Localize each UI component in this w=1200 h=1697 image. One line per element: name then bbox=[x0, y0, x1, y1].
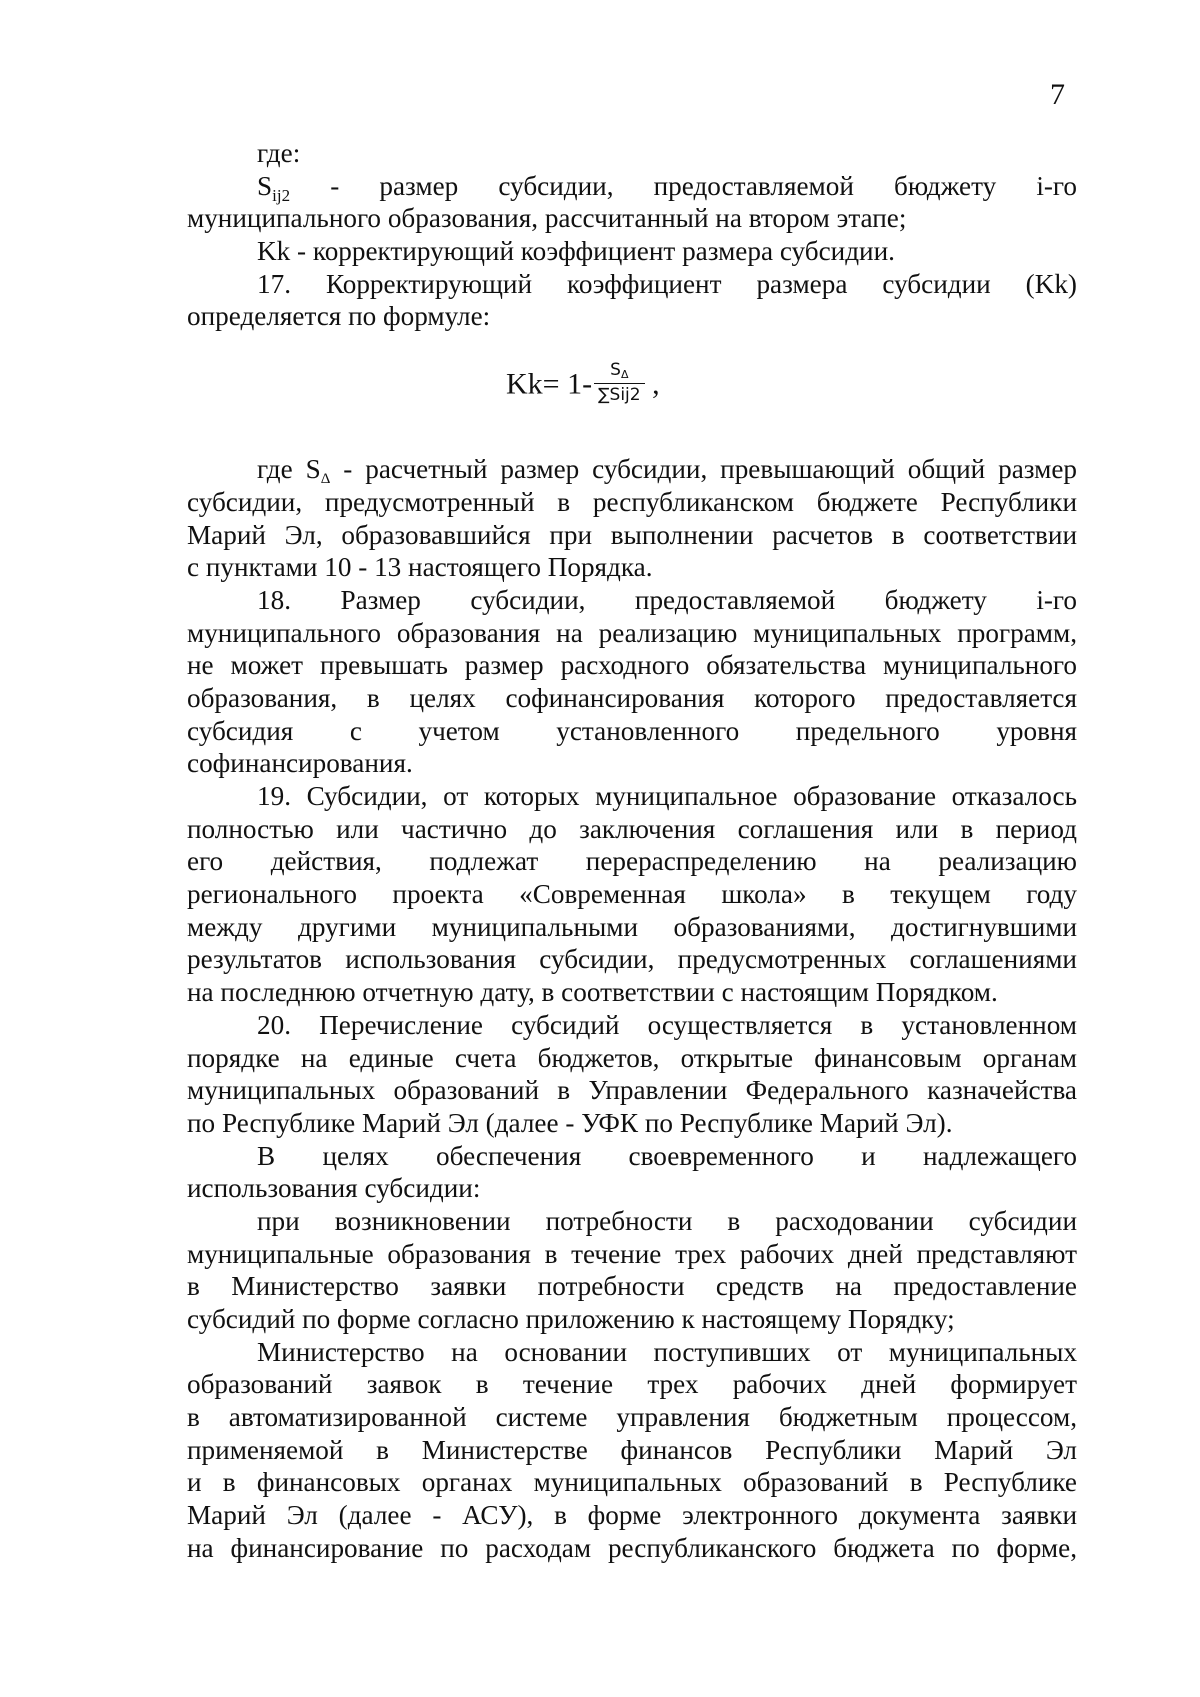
text-fragment: - размер субсидии, предоставляемой бюджету i-го bbox=[330, 170, 1077, 201]
text-line: муниципального образования на реализацию муниципальных программ, bbox=[187, 617, 1077, 648]
formula-fraction bbox=[594, 359, 645, 406]
text-line: на последнюю отчетную дату, в соответствии с настоящим Порядком. bbox=[187, 977, 998, 1008]
text-line: в Министерство заявки потребности средств на предоставление bbox=[187, 1271, 1077, 1302]
text-line: где SΔ - расчетный размер субсидии, превышающий общий размер bbox=[257, 454, 1077, 488]
text-line: субсидия с учетом установленного предельного уровня bbox=[187, 715, 1077, 746]
text-line: не может превышать размер расходного обязательства муниципального bbox=[187, 650, 1077, 681]
text-line: 20. Перечисление субсидий осуществляется в установленном bbox=[257, 1009, 1077, 1040]
text-line: 18. Размер субсидии, предоставляемой бюджету i-го bbox=[257, 584, 1077, 615]
text-line: муниципальных образований в Управлении Федерального казначейства bbox=[187, 1075, 1077, 1106]
symbol-subscript: ij2 bbox=[272, 185, 291, 205]
text-line: Kk - корректирующий коэффициент размера субсидии. bbox=[257, 236, 895, 267]
formula-expression bbox=[506, 360, 660, 410]
symbol-s: S bbox=[257, 170, 273, 201]
text-line: субсидий по форме согласно приложению к настоящему Порядку; bbox=[187, 1304, 955, 1334]
text-line: применяемой в Министерстве финансов Республики Марий Эл bbox=[187, 1434, 1077, 1465]
formula-trail: , bbox=[644, 367, 660, 401]
text-line: при возникновении потребности в расходовании субсидии bbox=[257, 1205, 1077, 1236]
text-line: где: bbox=[257, 138, 301, 168]
text-line: муниципального образования, рассчитанный на втором этапе; bbox=[187, 203, 907, 234]
document-body bbox=[187, 137, 1077, 1565]
text-line: муниципальные образования в течение трех рабочих дней представляют bbox=[187, 1238, 1077, 1269]
formula bbox=[187, 345, 1077, 445]
formula-numerator: SΔ bbox=[594, 359, 645, 384]
text-line: Министерство на основании поступивших от муниципальных bbox=[257, 1336, 1077, 1367]
text-line: регионального проекта «Современная школа» в текущем году bbox=[187, 879, 1077, 910]
text-line: Марий Эл (далее - АСУ), в форме электронного документа заявки bbox=[187, 1500, 1077, 1531]
text-line bbox=[187, 170, 1077, 203]
text-line: образований заявок в течение трех рабочих дней формирует bbox=[187, 1369, 1077, 1400]
delta-subscript: Δ bbox=[320, 471, 331, 488]
text-line: определяется по формуле: bbox=[187, 301, 491, 332]
text-line: по Республике Марий Эл (далее - УФК по Республике Марий Эл). bbox=[187, 1107, 953, 1138]
text-line: его действия, подлежат перераспределению на реализацию bbox=[187, 846, 1077, 877]
formula-lhs: Kk= 1- bbox=[506, 367, 593, 401]
text-line: и в финансовых органах муниципальных образований в Республике bbox=[187, 1467, 1077, 1498]
text-line: софинансирования. bbox=[187, 748, 413, 779]
text-line: на финансирование по расходам республиканского бюджета по форме, bbox=[187, 1532, 1077, 1563]
text-line: Марий Эл, образовавшийся при выполнении расчетов в соответствии bbox=[187, 519, 1077, 550]
text-line: порядке на единые счета бюджетов, открытые финансовым органам bbox=[187, 1042, 1077, 1073]
text-line: В целях обеспечения своевременного и надлежащего bbox=[257, 1140, 1077, 1171]
text-line: полностью или частично до заключения соглашения или в период bbox=[187, 813, 1077, 844]
text-line: в автоматизированной системе управления бюджетным процессом, bbox=[187, 1402, 1077, 1433]
text-line: использования субсидии: bbox=[187, 1173, 481, 1204]
text-line: с пунктами 10 - 13 настоящего Порядка. bbox=[187, 552, 653, 583]
text-line: образования, в целях софинансирования которого предоставляется bbox=[187, 682, 1077, 713]
formula-denominator: ∑Sij2 bbox=[598, 385, 641, 406]
text-line: 19. Субсидии, от которых муниципальное образование отказалось bbox=[257, 781, 1077, 811]
text-line: результатов использования субсидии, предусмотренных соглашениями bbox=[187, 944, 1077, 975]
page-number: 7 bbox=[1050, 78, 1065, 111]
text-line: 17. Корректирующий коэффициент размера субсидии (Kk) bbox=[257, 268, 1077, 299]
text-line: субсидии, предусмотренный в республиканском бюджете Республики bbox=[187, 486, 1077, 517]
text-line: между другими муниципальными образованиями, достигнувшими bbox=[187, 911, 1077, 942]
